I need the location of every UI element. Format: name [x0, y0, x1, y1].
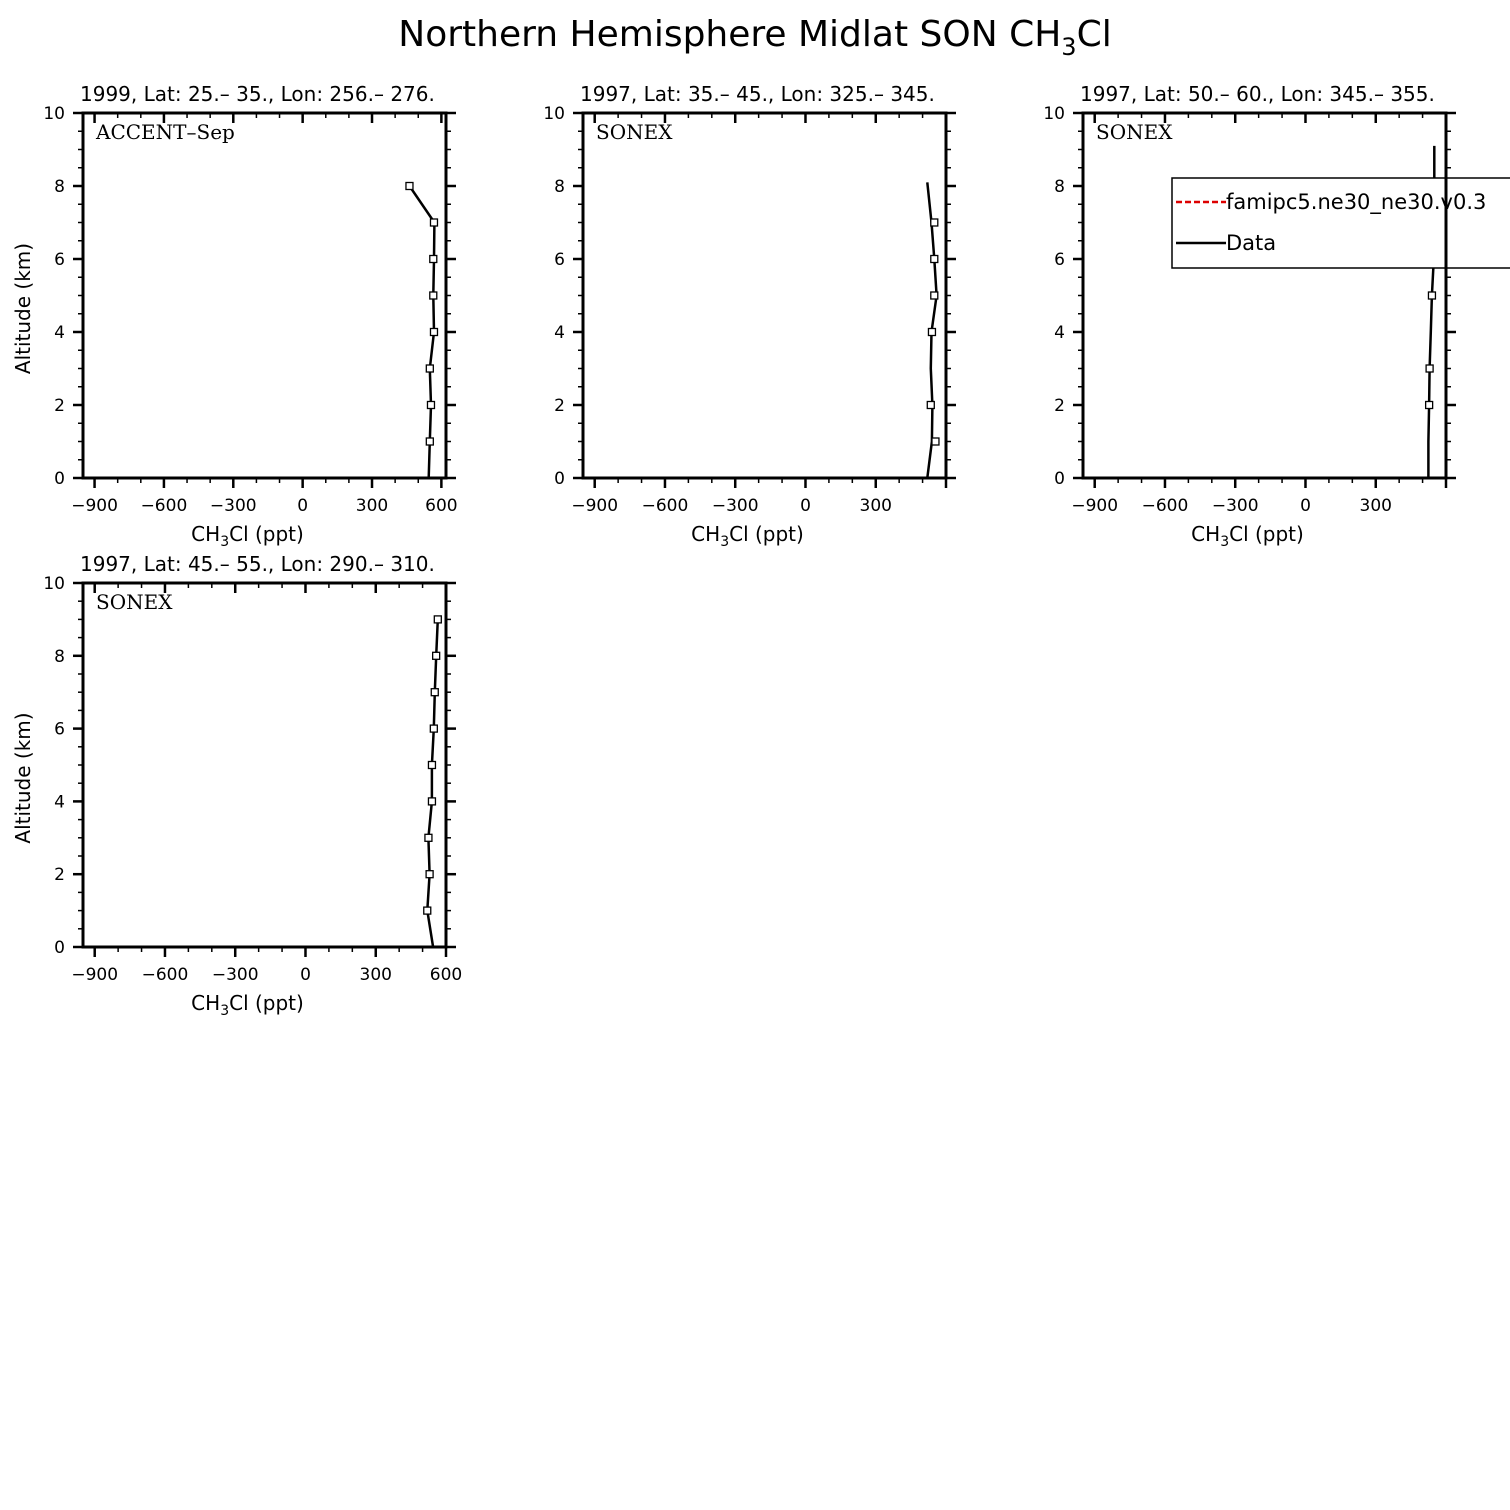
panel-title: 1997, Lat: 50.– 60., Lon: 345.– 355.	[1080, 82, 1435, 106]
x-tick-label: −900	[1071, 496, 1119, 516]
data-point-marker	[928, 329, 935, 336]
panel-title: 1997, Lat: 45.– 55., Lon: 290.– 310.	[80, 552, 435, 576]
x-tick-label: 300	[859, 496, 892, 516]
x-tick-label: −600	[641, 496, 689, 516]
x-tick-label: 600	[425, 496, 458, 516]
data-point-marker	[424, 907, 431, 914]
y-tick-label: 4	[554, 323, 565, 343]
panel-2	[543, 82, 956, 550]
figure-title	[398, 14, 1111, 61]
y-tick-label: 10	[543, 104, 565, 124]
data-point-marker	[430, 292, 437, 299]
y-tick-label: 6	[54, 719, 65, 740]
data-point-marker	[426, 871, 433, 878]
panel-4	[11, 552, 462, 1019]
x-tick-label: 300	[1359, 496, 1392, 516]
y-tick-label: 0	[54, 938, 65, 958]
y-tick-label: 2	[54, 865, 65, 886]
x-tick-label: −300	[211, 965, 259, 985]
figure-title-main: Northern Hemisphere Midlat SON CH	[398, 14, 1062, 55]
x-tick-label: −300	[711, 496, 759, 516]
campaign-label: SONEX	[1096, 120, 1173, 144]
y-tick-label: 0	[554, 469, 565, 489]
y-tick-label: 6	[554, 250, 565, 270]
data-point-marker	[927, 402, 934, 409]
campaign-label: ACCENT–Sep	[96, 120, 235, 144]
x-tick-label: 0	[300, 965, 311, 985]
data-point-marker	[430, 329, 437, 336]
data-point-marker	[430, 725, 437, 732]
x-tick-label: 0	[297, 496, 309, 516]
y-tick-label: 4	[54, 792, 65, 813]
x-tick-label: −300	[1211, 496, 1259, 516]
y-tick-label: 8	[1054, 177, 1065, 197]
x-axis-label: $CH_3Cl$ (ppt)	[191, 991, 304, 1019]
x-tick-label: −900	[71, 496, 118, 516]
data-series-line	[427, 619, 438, 947]
panel-1	[11, 82, 458, 550]
y-axis-label: Altitude (km)	[11, 712, 35, 844]
data-point-marker	[931, 219, 938, 226]
y-tick-label: 2	[1054, 396, 1065, 416]
data-point-marker	[1426, 402, 1433, 409]
x-tick-label: 300	[355, 496, 389, 516]
x-tick-label: 0	[800, 496, 811, 516]
data-point-marker	[431, 689, 438, 696]
panel-title: 1999, Lat: 25.– 35., Lon: 256.– 276.	[80, 82, 435, 106]
campaign-label: SONEX	[596, 120, 673, 144]
x-axis-label: $CH_3Cl$ (ppt)	[191, 522, 304, 550]
y-tick-label: 4	[54, 323, 65, 343]
y-tick-label: 0	[54, 469, 65, 489]
y-tick-label: 6	[54, 250, 65, 270]
panel-title: 1997, Lat: 35.– 45., Lon: 325.– 345.	[580, 82, 935, 106]
x-tick-label: −600	[141, 965, 189, 985]
x-tick-label: −900	[71, 965, 119, 985]
y-tick-label: 0	[1054, 469, 1065, 489]
plot-frame	[83, 113, 446, 478]
x-axis-label: $CH_3Cl$ (ppt)	[1191, 522, 1304, 550]
data-point-marker	[428, 762, 435, 769]
y-tick-label: 8	[54, 646, 65, 667]
panel-3	[1043, 82, 1456, 550]
y-tick-label: 10	[43, 104, 65, 124]
data-point-marker	[426, 365, 433, 372]
data-point-marker	[430, 256, 437, 263]
x-tick-label: −300	[209, 496, 257, 516]
data-point-marker	[1426, 365, 1433, 372]
data-point-marker	[426, 438, 433, 445]
x-tick-label: 300	[359, 965, 392, 985]
legend-label: famipc5.ne30_ne30.v0.3	[1226, 190, 1487, 214]
x-tick-label: −600	[140, 496, 188, 516]
data-point-marker	[430, 219, 437, 226]
data-point-marker	[931, 256, 938, 263]
data-point-marker	[427, 402, 434, 409]
figure-title-sub: 3	[1061, 33, 1077, 61]
legend-label: Data	[1226, 231, 1277, 255]
legend	[1172, 113, 1510, 478]
y-tick-label: 2	[554, 396, 565, 416]
data-point-marker	[932, 438, 939, 445]
x-tick-label: 0	[1300, 496, 1311, 516]
data-point-marker	[1428, 292, 1435, 299]
y-tick-label: 2	[54, 396, 65, 416]
data-point-marker	[931, 292, 938, 299]
x-axis-label: $CH_3Cl$ (ppt)	[691, 522, 804, 550]
y-tick-label: 10	[43, 574, 65, 594]
data-point-marker	[428, 798, 435, 805]
y-tick-label: 6	[1054, 250, 1065, 270]
y-axis-label: Altitude (km)	[11, 242, 35, 375]
x-tick-label: −900	[571, 496, 619, 516]
y-tick-label: 8	[554, 177, 565, 197]
plot-frame	[83, 583, 446, 947]
data-point-marker	[406, 183, 413, 190]
figure-title-end: Cl	[1076, 14, 1112, 55]
plot-frame	[1083, 113, 1446, 478]
y-tick-label: 10	[1043, 104, 1065, 124]
x-tick-label: 600	[429, 965, 463, 985]
data-point-marker	[434, 616, 441, 623]
campaign-label: SONEX	[96, 590, 173, 614]
y-tick-label: 8	[54, 177, 65, 197]
y-tick-label: 4	[1054, 323, 1065, 343]
data-point-marker	[425, 834, 432, 841]
data-point-marker	[433, 652, 440, 659]
plot-frame	[583, 113, 946, 478]
x-tick-label: −600	[1141, 496, 1189, 516]
